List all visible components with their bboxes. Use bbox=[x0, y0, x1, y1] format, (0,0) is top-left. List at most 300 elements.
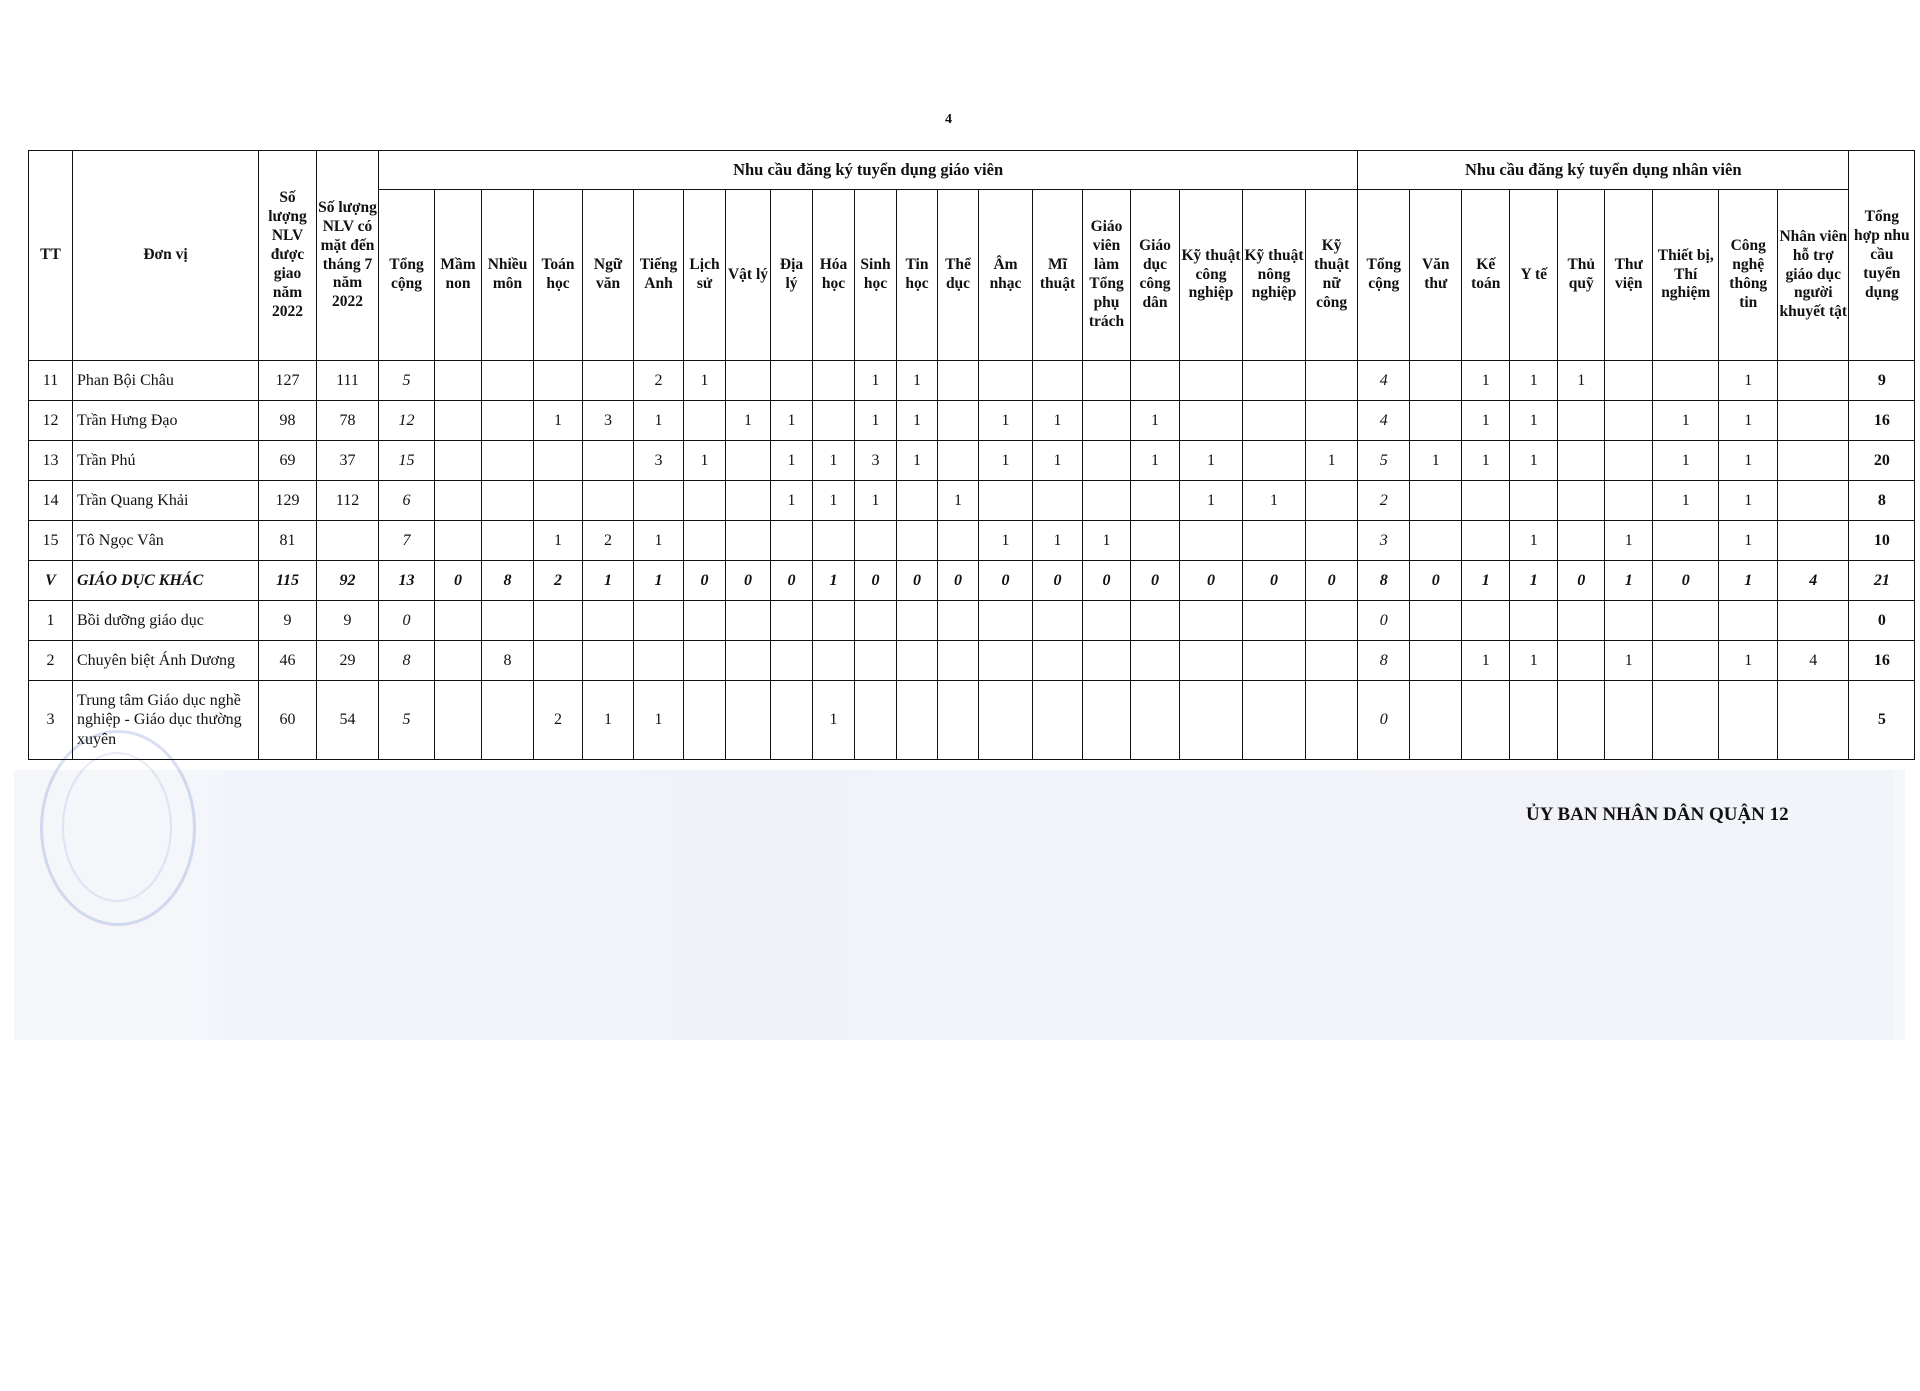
cell-so-luong-giao: 115 bbox=[259, 561, 317, 601]
cell-teacher-8: 1 bbox=[771, 441, 813, 481]
cell-so-luong-giao: 127 bbox=[259, 361, 317, 401]
cell-teacher-5: 1 bbox=[634, 401, 684, 441]
table-row bbox=[29, 681, 1915, 760]
cell-teacher-5 bbox=[634, 641, 684, 681]
cell-teacher-17 bbox=[1180, 521, 1243, 561]
cell-teacher-1 bbox=[435, 681, 482, 760]
cell-staff-8 bbox=[1778, 481, 1849, 521]
cell-teacher-16 bbox=[1131, 361, 1180, 401]
col-teacher-17: Kỹ thuật công nghiệp bbox=[1180, 190, 1243, 361]
cell-teacher-2 bbox=[482, 441, 534, 481]
cell-teacher-0: 5 bbox=[379, 681, 435, 760]
cell-staff-4 bbox=[1558, 481, 1605, 521]
cell-tong-hop: 5 bbox=[1849, 681, 1915, 760]
cell-teacher-4: 1 bbox=[583, 561, 634, 601]
cell-teacher-1 bbox=[435, 601, 482, 641]
cell-teacher-4: 2 bbox=[583, 521, 634, 561]
cell-teacher-12 bbox=[938, 521, 979, 561]
cell-teacher-4 bbox=[583, 441, 634, 481]
col-teacher-1: Mầm non bbox=[435, 190, 482, 361]
cell-teacher-12: 1 bbox=[938, 481, 979, 521]
cell-staff-2: 1 bbox=[1462, 641, 1510, 681]
cell-staff-8 bbox=[1778, 681, 1849, 760]
cell-teacher-17 bbox=[1180, 681, 1243, 760]
cell-teacher-0: 6 bbox=[379, 481, 435, 521]
cell-staff-5 bbox=[1605, 361, 1653, 401]
cell-teacher-6 bbox=[684, 401, 726, 441]
col-so-luong-co-mat: Số lượng NLV có mặt đến tháng 7 năm 2022 bbox=[317, 151, 379, 361]
cell-teacher-14 bbox=[1033, 681, 1083, 760]
cell-staff-6 bbox=[1653, 601, 1719, 641]
cell-teacher-18 bbox=[1243, 521, 1306, 561]
cell-teacher-10: 0 bbox=[855, 561, 897, 601]
cell-teacher-18 bbox=[1243, 401, 1306, 441]
cell-teacher-11: 1 bbox=[897, 441, 938, 481]
cell-teacher-13 bbox=[979, 681, 1033, 760]
cell-staff-0: 2 bbox=[1358, 481, 1410, 521]
cell-teacher-11 bbox=[897, 681, 938, 760]
cell-teacher-9: 1 bbox=[813, 561, 855, 601]
cell-teacher-5: 1 bbox=[634, 561, 684, 601]
cell-staff-0: 5 bbox=[1358, 441, 1410, 481]
cell-teacher-4: 1 bbox=[583, 681, 634, 760]
cell-teacher-12: 0 bbox=[938, 561, 979, 601]
cell-so-luong-co-mat: 111 bbox=[317, 361, 379, 401]
cell-teacher-14 bbox=[1033, 601, 1083, 641]
cell-staff-7 bbox=[1719, 681, 1778, 760]
cell-teacher-16 bbox=[1131, 481, 1180, 521]
cell-teacher-9: 1 bbox=[813, 681, 855, 760]
cell-teacher-15: 0 bbox=[1083, 561, 1131, 601]
header-row-groups bbox=[29, 151, 1915, 190]
col-teacher-2: Nhiều môn bbox=[482, 190, 534, 361]
cell-teacher-11: 0 bbox=[897, 561, 938, 601]
cell-unit: Chuyên biệt Ánh Dương bbox=[73, 641, 259, 681]
table-row bbox=[29, 641, 1915, 681]
cell-teacher-13: 0 bbox=[979, 561, 1033, 601]
cell-teacher-18 bbox=[1243, 641, 1306, 681]
cell-teacher-11 bbox=[897, 601, 938, 641]
cell-unit: GIÁO DỤC KHÁC bbox=[73, 561, 259, 601]
cell-teacher-14 bbox=[1033, 361, 1083, 401]
group-staff: Nhu cầu đăng ký tuyển dụng nhân viên bbox=[1358, 151, 1849, 190]
cell-teacher-11: 1 bbox=[897, 401, 938, 441]
cell-staff-2 bbox=[1462, 481, 1510, 521]
cell-teacher-3 bbox=[534, 641, 583, 681]
cell-staff-3: 1 bbox=[1510, 641, 1558, 681]
cell-staff-1 bbox=[1410, 641, 1462, 681]
cell-staff-5 bbox=[1605, 601, 1653, 641]
cell-staff-6 bbox=[1653, 361, 1719, 401]
cell-staff-4 bbox=[1558, 401, 1605, 441]
cell-teacher-14 bbox=[1033, 481, 1083, 521]
col-staff-0: Tổng cộng bbox=[1358, 190, 1410, 361]
cell-teacher-7 bbox=[726, 601, 771, 641]
cell-teacher-1 bbox=[435, 361, 482, 401]
cell-teacher-2 bbox=[482, 601, 534, 641]
cell-teacher-18: 0 bbox=[1243, 561, 1306, 601]
cell-teacher-17: 1 bbox=[1180, 481, 1243, 521]
cell-teacher-1 bbox=[435, 521, 482, 561]
cell-teacher-7 bbox=[726, 681, 771, 760]
col-teacher-8: Địa lý bbox=[771, 190, 813, 361]
cell-unit: Trung tâm Giáo dục nghề nghiệp - Giáo dục thường xuyên bbox=[73, 681, 259, 760]
cell-teacher-12 bbox=[938, 401, 979, 441]
col-teacher-4: Ngữ văn bbox=[583, 190, 634, 361]
cell-teacher-6: 0 bbox=[684, 561, 726, 601]
cell-teacher-4 bbox=[583, 481, 634, 521]
cell-staff-5: 1 bbox=[1605, 561, 1653, 601]
table-row bbox=[29, 441, 1915, 481]
cell-teacher-5: 1 bbox=[634, 521, 684, 561]
cell-so-luong-giao: 9 bbox=[259, 601, 317, 641]
cell-teacher-2: 8 bbox=[482, 641, 534, 681]
cell-staff-3 bbox=[1510, 481, 1558, 521]
cell-teacher-19 bbox=[1306, 601, 1358, 641]
cell-staff-4: 0 bbox=[1558, 561, 1605, 601]
cell-staff-1: 1 bbox=[1410, 441, 1462, 481]
cell-teacher-8: 1 bbox=[771, 401, 813, 441]
col-teacher-18: Kỹ thuật nông nghiệp bbox=[1243, 190, 1306, 361]
cell-teacher-19 bbox=[1306, 481, 1358, 521]
cell-teacher-0: 13 bbox=[379, 561, 435, 601]
cell-teacher-2 bbox=[482, 521, 534, 561]
cell-staff-6: 1 bbox=[1653, 481, 1719, 521]
cell-teacher-19 bbox=[1306, 681, 1358, 760]
cell-tong-hop: 16 bbox=[1849, 641, 1915, 681]
cell-teacher-2 bbox=[482, 681, 534, 760]
cell-so-luong-co-mat: 112 bbox=[317, 481, 379, 521]
col-teacher-12: Thể dục bbox=[938, 190, 979, 361]
cell-staff-3: 1 bbox=[1510, 361, 1558, 401]
cell-teacher-17 bbox=[1180, 401, 1243, 441]
stamp-seal-inner bbox=[62, 752, 172, 902]
cell-tong-hop: 16 bbox=[1849, 401, 1915, 441]
cell-staff-0: 4 bbox=[1358, 401, 1410, 441]
cell-staff-2: 1 bbox=[1462, 401, 1510, 441]
cell-unit: Bồi dưỡng giáo dục bbox=[73, 601, 259, 641]
cell-teacher-15 bbox=[1083, 401, 1131, 441]
cell-teacher-10: 3 bbox=[855, 441, 897, 481]
cell-teacher-3: 1 bbox=[534, 401, 583, 441]
cell-teacher-17: 0 bbox=[1180, 561, 1243, 601]
cell-teacher-15 bbox=[1083, 601, 1131, 641]
cell-teacher-9: 1 bbox=[813, 481, 855, 521]
cell-staff-2 bbox=[1462, 521, 1510, 561]
cell-tt: 1 bbox=[29, 601, 73, 641]
cell-teacher-4: 3 bbox=[583, 401, 634, 441]
col-teacher-3: Toán học bbox=[534, 190, 583, 361]
cell-teacher-17 bbox=[1180, 641, 1243, 681]
cell-teacher-10 bbox=[855, 521, 897, 561]
cell-teacher-10 bbox=[855, 601, 897, 641]
cell-staff-5: 1 bbox=[1605, 641, 1653, 681]
cell-teacher-9 bbox=[813, 401, 855, 441]
cell-teacher-18 bbox=[1243, 361, 1306, 401]
cell-teacher-0: 12 bbox=[379, 401, 435, 441]
table-body bbox=[29, 361, 1915, 760]
cell-staff-2 bbox=[1462, 681, 1510, 760]
recruitment-table-container bbox=[28, 150, 1910, 760]
cell-unit: Tô Ngọc Vân bbox=[73, 521, 259, 561]
cell-teacher-1 bbox=[435, 641, 482, 681]
cell-staff-4 bbox=[1558, 641, 1605, 681]
cell-teacher-19 bbox=[1306, 521, 1358, 561]
page-number: 4 bbox=[945, 112, 952, 127]
cell-staff-4: 1 bbox=[1558, 361, 1605, 401]
cell-teacher-11 bbox=[897, 481, 938, 521]
cell-teacher-6 bbox=[684, 481, 726, 521]
cell-staff-7: 1 bbox=[1719, 441, 1778, 481]
cell-staff-7: 1 bbox=[1719, 481, 1778, 521]
cell-teacher-2 bbox=[482, 481, 534, 521]
cell-teacher-16 bbox=[1131, 681, 1180, 760]
cell-staff-7: 1 bbox=[1719, 561, 1778, 601]
cell-tong-hop: 0 bbox=[1849, 601, 1915, 641]
cell-teacher-19 bbox=[1306, 401, 1358, 441]
cell-teacher-6 bbox=[684, 521, 726, 561]
cell-staff-1 bbox=[1410, 521, 1462, 561]
cell-teacher-6 bbox=[684, 641, 726, 681]
cell-teacher-5: 1 bbox=[634, 681, 684, 760]
cell-teacher-6: 1 bbox=[684, 441, 726, 481]
cell-staff-6: 0 bbox=[1653, 561, 1719, 601]
table-row bbox=[29, 361, 1915, 401]
cell-teacher-19 bbox=[1306, 641, 1358, 681]
cell-teacher-10 bbox=[855, 681, 897, 760]
col-staff-3: Y tế bbox=[1510, 190, 1558, 361]
cell-teacher-14 bbox=[1033, 641, 1083, 681]
cell-staff-0: 3 bbox=[1358, 521, 1410, 561]
cell-teacher-14: 1 bbox=[1033, 441, 1083, 481]
cell-staff-6: 1 bbox=[1653, 441, 1719, 481]
cell-teacher-13: 1 bbox=[979, 441, 1033, 481]
cell-tt: 2 bbox=[29, 641, 73, 681]
cell-staff-8: 4 bbox=[1778, 641, 1849, 681]
cell-teacher-15 bbox=[1083, 681, 1131, 760]
cell-staff-5 bbox=[1605, 441, 1653, 481]
cell-staff-2: 1 bbox=[1462, 561, 1510, 601]
cell-teacher-9 bbox=[813, 521, 855, 561]
cell-teacher-15: 1 bbox=[1083, 521, 1131, 561]
cell-teacher-15 bbox=[1083, 481, 1131, 521]
cell-teacher-5 bbox=[634, 601, 684, 641]
cell-teacher-13: 1 bbox=[979, 401, 1033, 441]
cell-teacher-2: 8 bbox=[482, 561, 534, 601]
cell-teacher-0: 7 bbox=[379, 521, 435, 561]
cell-tt: 15 bbox=[29, 521, 73, 561]
cell-staff-8 bbox=[1778, 361, 1849, 401]
cell-tt: 14 bbox=[29, 481, 73, 521]
cell-teacher-12 bbox=[938, 361, 979, 401]
cell-staff-7: 1 bbox=[1719, 641, 1778, 681]
cell-teacher-7: 0 bbox=[726, 561, 771, 601]
cell-so-luong-giao: 98 bbox=[259, 401, 317, 441]
cell-teacher-3: 2 bbox=[534, 681, 583, 760]
cell-tong-hop: 20 bbox=[1849, 441, 1915, 481]
cell-teacher-4 bbox=[583, 641, 634, 681]
col-don-vi: Đơn vị bbox=[73, 151, 259, 361]
cell-teacher-9 bbox=[813, 641, 855, 681]
cell-teacher-8 bbox=[771, 361, 813, 401]
cell-teacher-7 bbox=[726, 441, 771, 481]
table-row bbox=[29, 601, 1915, 641]
cell-teacher-3 bbox=[534, 361, 583, 401]
cell-teacher-18: 1 bbox=[1243, 481, 1306, 521]
cell-tt: V bbox=[29, 561, 73, 601]
cell-staff-3: 1 bbox=[1510, 521, 1558, 561]
cell-teacher-0: 0 bbox=[379, 601, 435, 641]
cell-teacher-1 bbox=[435, 401, 482, 441]
cell-teacher-16: 0 bbox=[1131, 561, 1180, 601]
cell-staff-3: 1 bbox=[1510, 561, 1558, 601]
cell-tt: 13 bbox=[29, 441, 73, 481]
cell-teacher-1 bbox=[435, 481, 482, 521]
cell-so-luong-co-mat: 29 bbox=[317, 641, 379, 681]
col-staff-1: Văn thư bbox=[1410, 190, 1462, 361]
cell-so-luong-co-mat bbox=[317, 521, 379, 561]
cell-tt: 12 bbox=[29, 401, 73, 441]
cell-staff-3 bbox=[1510, 601, 1558, 641]
col-teacher-9: Hóa học bbox=[813, 190, 855, 361]
cell-teacher-17: 1 bbox=[1180, 441, 1243, 481]
cell-teacher-16 bbox=[1131, 521, 1180, 561]
cell-staff-3: 1 bbox=[1510, 441, 1558, 481]
cell-so-luong-giao: 60 bbox=[259, 681, 317, 760]
cell-teacher-1: 0 bbox=[435, 561, 482, 601]
cell-staff-6 bbox=[1653, 641, 1719, 681]
cell-teacher-13 bbox=[979, 641, 1033, 681]
cell-teacher-6 bbox=[684, 681, 726, 760]
cell-teacher-3 bbox=[534, 441, 583, 481]
cell-tong-hop: 21 bbox=[1849, 561, 1915, 601]
cell-staff-8 bbox=[1778, 441, 1849, 481]
cell-so-luong-co-mat: 78 bbox=[317, 401, 379, 441]
cell-teacher-15 bbox=[1083, 641, 1131, 681]
cell-teacher-10: 1 bbox=[855, 361, 897, 401]
cell-teacher-18 bbox=[1243, 441, 1306, 481]
col-teacher-5: Tiếng Anh bbox=[634, 190, 684, 361]
cell-staff-0: 8 bbox=[1358, 641, 1410, 681]
cell-staff-8 bbox=[1778, 601, 1849, 641]
cell-so-luong-co-mat: 54 bbox=[317, 681, 379, 760]
cell-teacher-7: 1 bbox=[726, 401, 771, 441]
cell-so-luong-co-mat: 37 bbox=[317, 441, 379, 481]
col-staff-6: Thiết bị, Thí nghiệm bbox=[1653, 190, 1719, 361]
col-teacher-6: Lịch sử bbox=[684, 190, 726, 361]
cell-unit: Phan Bội Châu bbox=[73, 361, 259, 401]
cell-teacher-14: 0 bbox=[1033, 561, 1083, 601]
cell-staff-2: 1 bbox=[1462, 361, 1510, 401]
cell-so-luong-giao: 69 bbox=[259, 441, 317, 481]
cell-staff-7: 1 bbox=[1719, 401, 1778, 441]
col-tt: TT bbox=[29, 151, 73, 361]
cell-staff-4 bbox=[1558, 601, 1605, 641]
col-teacher-10: Sinh học bbox=[855, 190, 897, 361]
col-teacher-0: Tổng cộng bbox=[379, 190, 435, 361]
cell-teacher-9 bbox=[813, 361, 855, 401]
cell-teacher-11: 1 bbox=[897, 361, 938, 401]
cell-teacher-1 bbox=[435, 441, 482, 481]
cell-teacher-9: 1 bbox=[813, 441, 855, 481]
col-staff-5: Thư viện bbox=[1605, 190, 1653, 361]
cell-staff-1 bbox=[1410, 361, 1462, 401]
cell-teacher-8: 0 bbox=[771, 561, 813, 601]
cell-teacher-8: 1 bbox=[771, 481, 813, 521]
cell-teacher-16: 1 bbox=[1131, 441, 1180, 481]
cell-teacher-12 bbox=[938, 641, 979, 681]
cell-teacher-17 bbox=[1180, 361, 1243, 401]
cell-tong-hop: 9 bbox=[1849, 361, 1915, 401]
col-teacher-19: Kỹ thuật nữ công bbox=[1306, 190, 1358, 361]
cell-teacher-13 bbox=[979, 361, 1033, 401]
cell-teacher-8 bbox=[771, 641, 813, 681]
col-teacher-16: Giáo dục công dân bbox=[1131, 190, 1180, 361]
col-staff-4: Thủ quỹ bbox=[1558, 190, 1605, 361]
recruitment-table bbox=[28, 150, 1915, 760]
cell-teacher-19: 0 bbox=[1306, 561, 1358, 601]
cell-teacher-0: 15 bbox=[379, 441, 435, 481]
cell-tt: 11 bbox=[29, 361, 73, 401]
cell-teacher-4 bbox=[583, 601, 634, 641]
cell-staff-1 bbox=[1410, 601, 1462, 641]
cell-teacher-13 bbox=[979, 481, 1033, 521]
cell-teacher-3 bbox=[534, 481, 583, 521]
cell-staff-1 bbox=[1410, 681, 1462, 760]
cell-teacher-3: 1 bbox=[534, 521, 583, 561]
cell-staff-6 bbox=[1653, 521, 1719, 561]
cell-staff-2: 1 bbox=[1462, 441, 1510, 481]
cell-teacher-5: 2 bbox=[634, 361, 684, 401]
cell-staff-8 bbox=[1778, 521, 1849, 561]
cell-so-luong-co-mat: 9 bbox=[317, 601, 379, 641]
cell-teacher-5: 3 bbox=[634, 441, 684, 481]
table-row bbox=[29, 521, 1915, 561]
cell-staff-7: 1 bbox=[1719, 361, 1778, 401]
cell-teacher-16 bbox=[1131, 601, 1180, 641]
cell-teacher-10 bbox=[855, 641, 897, 681]
cell-staff-5 bbox=[1605, 681, 1653, 760]
cell-so-luong-giao: 81 bbox=[259, 521, 317, 561]
cell-tt: 3 bbox=[29, 681, 73, 760]
cell-tong-hop: 8 bbox=[1849, 481, 1915, 521]
cell-staff-5 bbox=[1605, 401, 1653, 441]
cell-teacher-6: 1 bbox=[684, 361, 726, 401]
col-teacher-7: Vật lý bbox=[726, 190, 771, 361]
cell-so-luong-co-mat: 92 bbox=[317, 561, 379, 601]
cell-teacher-3: 2 bbox=[534, 561, 583, 601]
cell-teacher-16 bbox=[1131, 641, 1180, 681]
table-row bbox=[29, 401, 1915, 441]
cell-teacher-12 bbox=[938, 681, 979, 760]
col-so-luong-giao: Số lượng NLV được giao năm 2022 bbox=[259, 151, 317, 361]
cell-teacher-2 bbox=[482, 361, 534, 401]
cell-staff-1 bbox=[1410, 481, 1462, 521]
cell-teacher-8 bbox=[771, 521, 813, 561]
cell-staff-0: 0 bbox=[1358, 601, 1410, 641]
col-teacher-13: Âm nhạc bbox=[979, 190, 1033, 361]
cell-so-luong-giao: 129 bbox=[259, 481, 317, 521]
cell-staff-6: 1 bbox=[1653, 401, 1719, 441]
cell-staff-7: 1 bbox=[1719, 521, 1778, 561]
table-row bbox=[29, 481, 1915, 521]
cell-teacher-11 bbox=[897, 641, 938, 681]
cell-teacher-13 bbox=[979, 601, 1033, 641]
col-staff-8: Nhân viên hỗ trợ giáo dục người khuyết tật bbox=[1778, 190, 1849, 361]
cell-teacher-7 bbox=[726, 481, 771, 521]
cell-teacher-3 bbox=[534, 601, 583, 641]
cell-teacher-17 bbox=[1180, 601, 1243, 641]
